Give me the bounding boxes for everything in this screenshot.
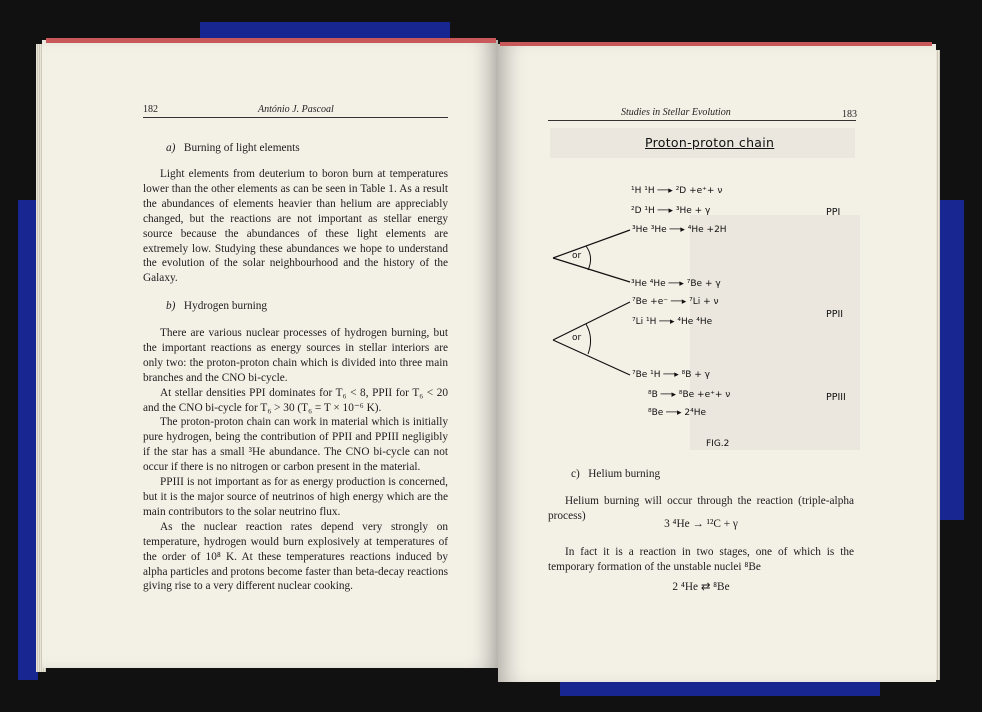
cover-marbling-bottom [560, 682, 880, 696]
or-label-1: or [572, 251, 582, 261]
paragraph: At stellar densities PPI dominates for T₆ < 8, PPII for T₆ < 20 and the CNO bi-cycle for T₆ > 30 (T₆ = T × 10⁻⁶ K). [143, 386, 448, 414]
reaction-8: ⁸B ──▸ ⁸Be +e⁺+ ν [648, 390, 731, 400]
reaction-2: ²D ¹H ──▸ ³He + γ [631, 206, 711, 216]
reaction-6: ⁷Li ¹H ──▸ ⁴He ⁴He [632, 317, 713, 327]
paragraph: Light elements from deuterium to boron burn at temperatures lower than the other elements as can be seen in Table 1. As a result the abundances of elements heavier than helium are appreciably changed, but the reactions are not important as stellar energy source because the abundances of these light elements are extremely low. Studying these abundances we hope to understand the evolution of the solar neighbourhood and the history of the Galaxy. [143, 168, 448, 285]
right-running-head: Studies in Stellar Evolution [621, 107, 731, 118]
left-header-rule [143, 117, 448, 118]
diagram-title: Proton-proton chain [645, 135, 775, 150]
branch-line-upper-1 [553, 230, 630, 258]
right-header-rule [548, 120, 856, 121]
equation-triple-alpha: 3 ⁴He → ¹²C + γ [664, 518, 738, 530]
cover-marbling-left [18, 200, 38, 680]
reaction-1: ¹H ¹H ──▸ ²D +e⁺+ ν [631, 186, 723, 196]
reaction-4: ³He ⁴He ──▸ ⁷Be + γ [631, 279, 721, 289]
right-body-para2 [548, 545, 854, 575]
paragraph: Helium burning will occur through the reaction (triple-alpha process) [548, 495, 854, 522]
reaction-7: ⁷Be ¹H ──▸ ⁸B + γ [632, 370, 711, 380]
branch-line-lower-1 [553, 258, 630, 282]
reaction-9: ⁸Be ──▸ 2⁴He [648, 408, 707, 418]
equation-be8: 2 ⁴He ⇄ ⁸Be [672, 581, 730, 593]
branch-label-ppii: PPII [826, 309, 844, 320]
branch-line-upper-2 [553, 302, 630, 340]
left-running-head: António J. Pascoal [258, 104, 334, 115]
or-label-2: or [572, 333, 582, 343]
section-a-heading [166, 142, 300, 154]
section-b-heading [166, 300, 267, 312]
branch-arc-1 [586, 246, 591, 270]
branch-lines [548, 220, 638, 385]
right-page-red-edge [500, 42, 932, 46]
right-page-number: 183 [842, 109, 857, 120]
left-body-para1 [143, 167, 448, 286]
cover-marbling-top [200, 22, 450, 38]
paragraph: As the nuclear reaction rates depend very strongly on temperature, hydrogen would burn explosively at temperatures of the order of 10⁸ K. At these temperatures reactions induced by alpha particles and protons become faster than beta-decay reactions giving rise to a very different nuclear cooking. [143, 520, 448, 593]
branch-line-lower-2 [553, 340, 630, 375]
figure-caption: FIG.2 [706, 439, 730, 449]
left-page-number: 182 [143, 104, 158, 115]
left-body-para2-6 [143, 326, 448, 594]
branch-arc-2 [586, 324, 591, 354]
paragraph: In fact it is a reaction in two stages, one of which is the temporary formation of the unstable nuclei ⁸Be [548, 546, 854, 573]
cover-marbling-right [940, 200, 964, 520]
paragraph: There are various nuclear processes of hydrogen burning, but the important reactions as energy sources in stellar interiors are only two: the proton-proton chain which is divided into three main branches and the CNO bi-cycle. [143, 327, 448, 384]
section-c-title: Helium burning [588, 468, 661, 480]
section-b-letter: b) [166, 300, 176, 312]
branch-label-ppi: PPI [826, 207, 841, 218]
section-c-heading [571, 468, 660, 480]
paragraph: The proton-proton chain can work in material which is initially pure hydrogen, being the contribution of PPII and PPIII negligibly if the star has a small ³He abundance. The CNO bi-cycle can not occur if there is no nitrogen or carbon present in the material. [143, 416, 448, 474]
paragraph: PPIII is not important as for as energy production is concerned, but it is the major source of neutrinos of high energy which are the main contributors to the solar neutrino flux. [143, 476, 448, 518]
reaction-3: ³He ³He ──▸ ⁴He +2H [632, 225, 727, 235]
section-a-title: Burning of light elements [183, 142, 300, 154]
branch-label-ppiii: PPIII [826, 392, 846, 403]
section-b-title: Hydrogen burning [183, 300, 268, 312]
section-a-letter: a) [166, 142, 176, 154]
reaction-5: ⁷Be +e⁻ ──▸ ⁷Li + ν [632, 297, 719, 307]
section-c-letter: c) [571, 468, 580, 480]
left-page-red-edge [46, 38, 496, 43]
show-through-table [690, 215, 860, 450]
